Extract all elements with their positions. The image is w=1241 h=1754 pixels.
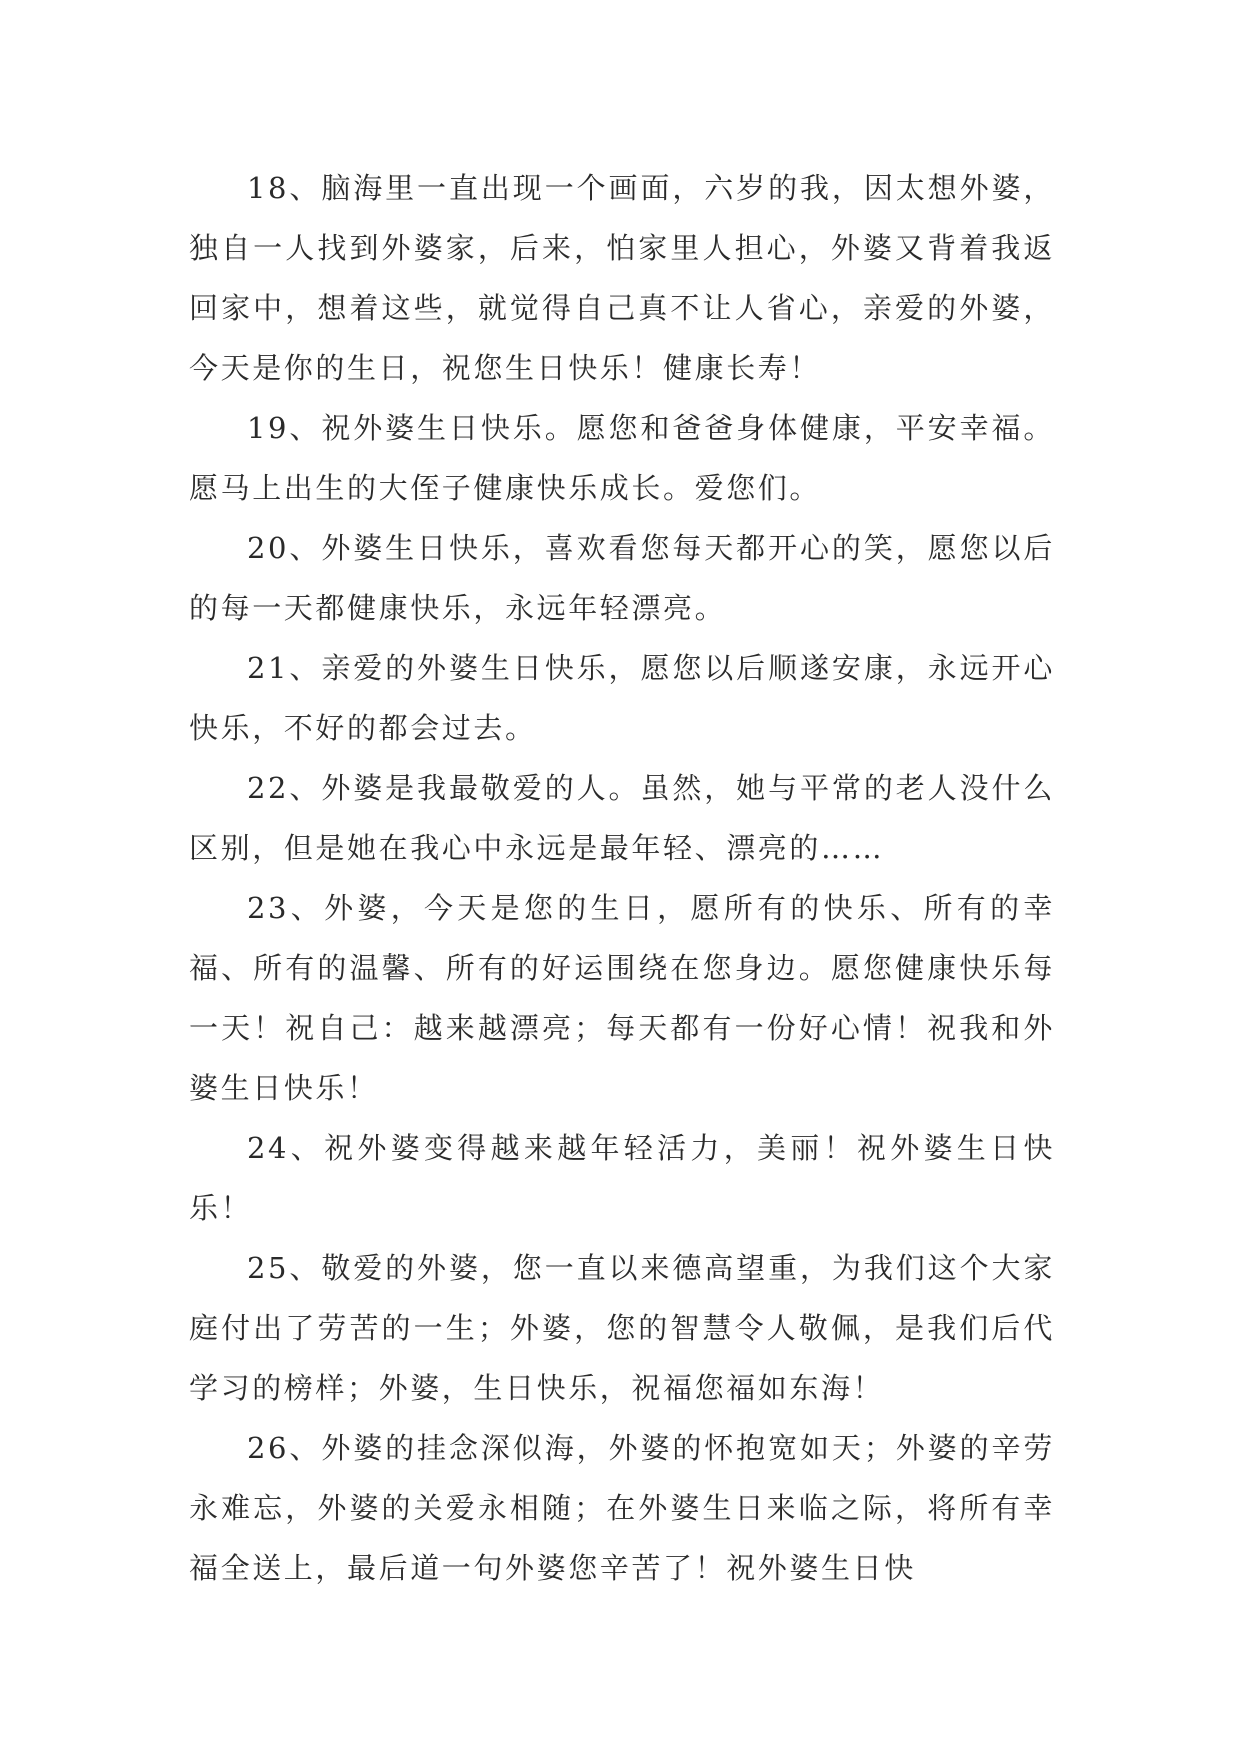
paragraph-22: 22、外婆是我最敬爱的人。虽然，她与平常的老人没什么区别，但是她在我心中永远是最年轻、漂亮的……: [189, 771, 1055, 865]
paragraph-23: 23、外婆，今天是您的生日，愿所有的快乐、所有的幸福、所有的温馨、所有的好运围绕在您身边。愿您健康快乐每一天！祝自己：越来越漂亮；每天都有一份好心情！祝我和外婆生日快乐！: [189, 891, 1055, 1105]
paragraph-18: 18、脑海里一直出现一个画面，六岁的我，因太想外婆，独自一人找到外婆家，后来，怕家里人担心，外婆又背着我返回家中，想着这些，就觉得自己真不让人省心，亲爱的外婆，今天是你的生日，祝您生日快乐！健康长寿！: [189, 171, 1055, 385]
paragraph-21: 21、亲爱的外婆生日快乐，愿您以后顺遂安康，永远开心快乐，不好的都会过去。: [189, 651, 1055, 745]
paragraph-24: 24、祝外婆变得越来越年轻活力，美丽！祝外婆生日快乐！: [189, 1131, 1055, 1225]
paragraph-26: 26、外婆的挂念深似海，外婆的怀抱宽如天；外婆的辛劳永难忘，外婆的关爱永相随；在外婆生日来临之际，将所有幸福全送上，最后道一句外婆您辛苦了！祝外婆生日快: [189, 1431, 1055, 1585]
document-body: [189, 158, 1055, 1598]
paragraph-20: 20、外婆生日快乐，喜欢看您每天都开心的笑，愿您以后的每一天都健康快乐，永远年轻漂亮。: [189, 531, 1055, 625]
paragraph-25: 25、敬爱的外婆，您一直以来德高望重，为我们这个大家庭付出了劳苦的一生；外婆，您的智慧令人敬佩，是我们后代学习的榜样；外婆，生日快乐，祝福您福如东海！: [189, 1251, 1055, 1405]
paragraph-19: 19、祝外婆生日快乐。愿您和爸爸身体健康，平安幸福。愿马上出生的大侄子健康快乐成长。爱您们。: [189, 411, 1055, 505]
